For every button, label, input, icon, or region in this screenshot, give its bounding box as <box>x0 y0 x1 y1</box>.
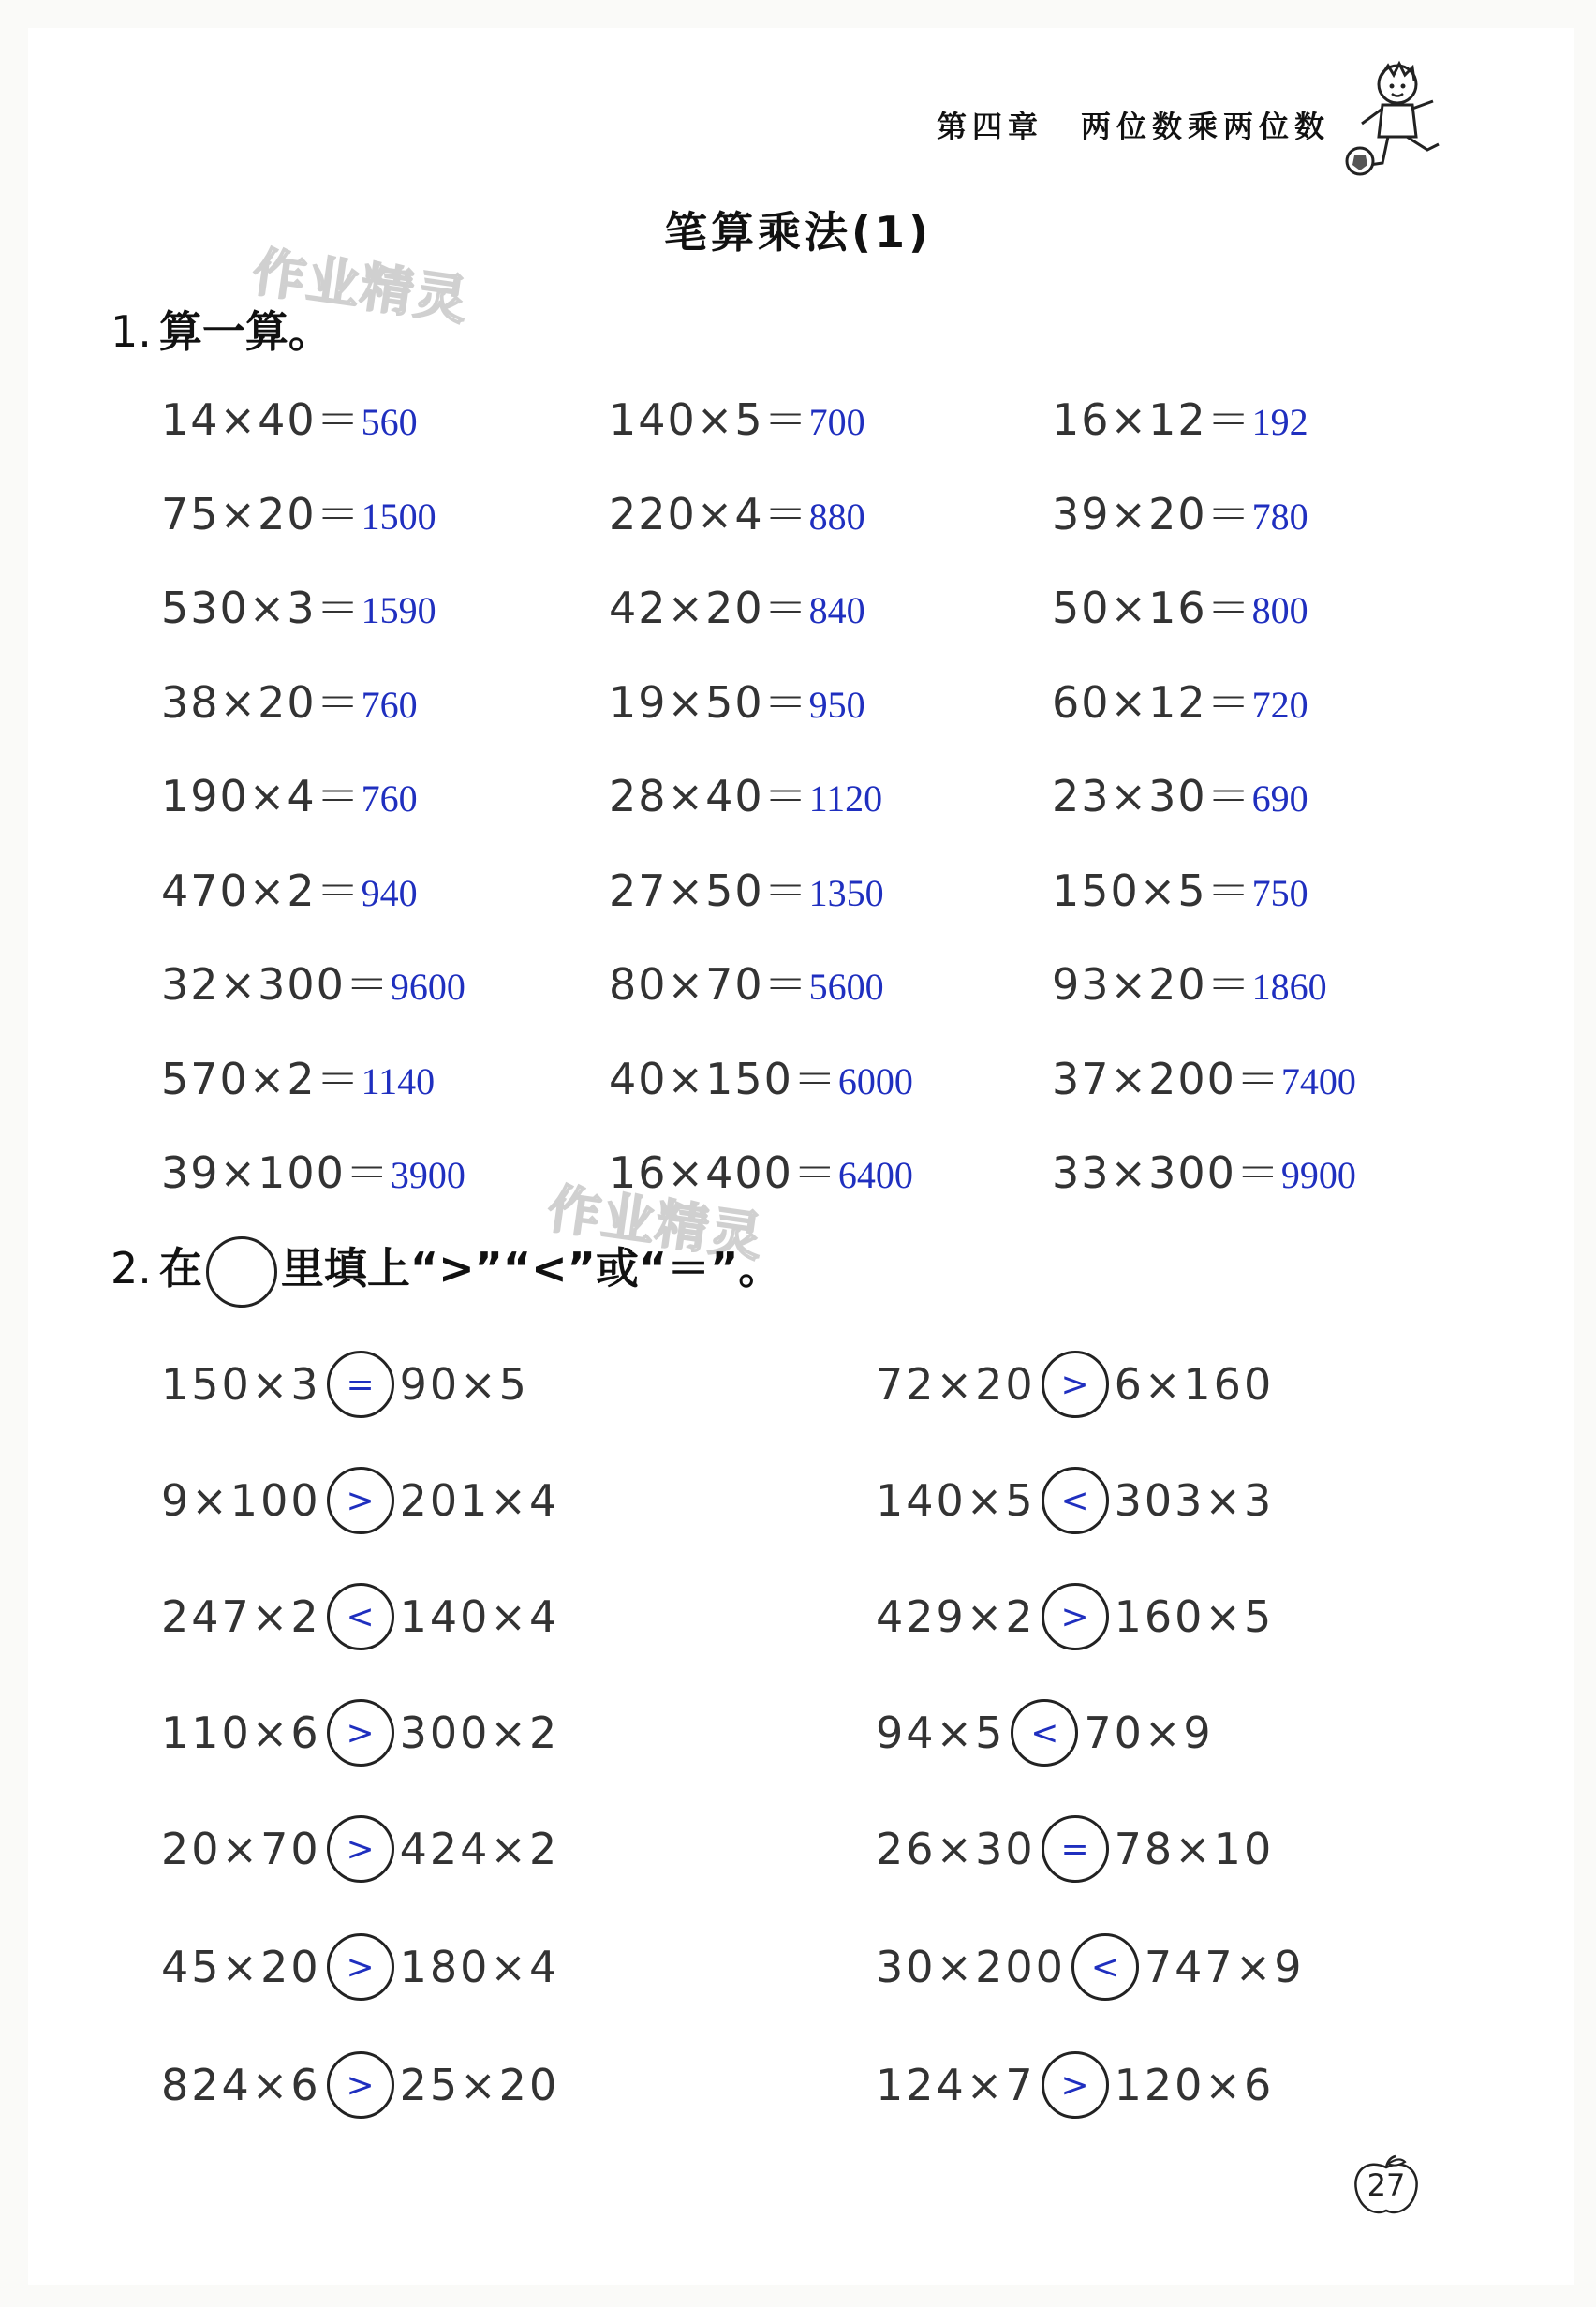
blank-circle-icon <box>206 1236 277 1308</box>
calc-expression: 42×20＝ <box>609 583 809 633</box>
calc-expression: 75×20＝ <box>161 488 362 540</box>
calc-item <box>609 669 865 731</box>
watermark: 作业精灵 <box>248 242 473 333</box>
calc-answer: 690 <box>1251 777 1308 820</box>
compare-sign: = <box>1042 1815 1109 1883</box>
compare-sign: > <box>327 1467 394 1534</box>
compare-left: 110×6 <box>161 1708 321 1758</box>
calc-expression: 27×50＝ <box>609 865 809 916</box>
calc-item <box>161 574 436 636</box>
compare-item <box>161 1351 529 1418</box>
calc-answer: 1350 <box>808 871 884 914</box>
compare-item <box>876 2051 1274 2119</box>
compare-left: 72×20 <box>876 1359 1036 1410</box>
compare-left: 9×100 <box>161 1475 321 1526</box>
calc-item <box>1052 857 1308 919</box>
calc-expression: 140×5＝ <box>609 394 809 445</box>
compare-sign: > <box>1042 1583 1109 1650</box>
section-2-label-before: 在 <box>158 1243 202 1294</box>
compare-sign: > <box>1042 1351 1109 1418</box>
compare-item <box>876 1699 1214 1767</box>
compare-left: 20×70 <box>161 1824 321 1874</box>
calc-item <box>161 386 418 448</box>
calc-answer: 840 <box>808 589 865 631</box>
compare-right: 201×4 <box>399 1475 560 1526</box>
calc-expression: 32×300＝ <box>161 959 391 1010</box>
compare-right: 70×9 <box>1084 1708 1214 1758</box>
compare-sign: < <box>1011 1699 1078 1767</box>
compare-sign: = <box>327 1351 394 1418</box>
calc-item <box>1052 669 1308 731</box>
compare-item <box>161 1583 559 1650</box>
calc-expression: 470×2＝ <box>161 865 362 916</box>
calc-item <box>1052 574 1308 636</box>
calc-answer: 9900 <box>1280 1154 1356 1196</box>
compare-left: 26×30 <box>876 1824 1036 1874</box>
section-2-heading <box>111 1235 781 1308</box>
calc-answer: 192 <box>1251 401 1308 443</box>
calc-answer: 880 <box>808 495 865 538</box>
calc-expression: 16×400＝ <box>609 1147 838 1198</box>
calc-item <box>609 1139 913 1201</box>
calc-item <box>161 762 418 824</box>
calc-expression: 93×20＝ <box>1052 959 1252 1010</box>
calc-item <box>161 481 436 542</box>
calc-answer: 7400 <box>1280 1059 1356 1102</box>
compare-item <box>876 1351 1274 1418</box>
section-1-heading <box>111 298 332 360</box>
calc-expression: 38×20＝ <box>161 676 362 728</box>
compare-left: 150×3 <box>161 1359 321 1410</box>
calc-answer: 1500 <box>361 495 436 538</box>
compare-right: 180×4 <box>399 1942 560 1992</box>
compare-left: 247×2 <box>161 1591 321 1642</box>
calc-item <box>1052 762 1308 824</box>
calc-answer: 1140 <box>361 1059 436 1102</box>
calc-answer: 5600 <box>808 966 884 1008</box>
compare-sign: > <box>327 2051 394 2119</box>
calc-answer: 940 <box>361 871 418 914</box>
calc-expression: 39×100＝ <box>161 1147 391 1198</box>
section-1-label: 算一算。 <box>158 306 332 357</box>
soccer-boy-icon <box>1341 58 1454 180</box>
unit-label: 两位数乘两位数 <box>1081 109 1331 144</box>
compare-sign: < <box>327 1583 394 1650</box>
calc-expression: 19×50＝ <box>609 676 809 728</box>
compare-item <box>161 1699 559 1767</box>
compare-item <box>161 2051 559 2119</box>
compare-item <box>161 1933 559 2001</box>
compare-left: 429×2 <box>876 1591 1036 1642</box>
compare-right: 747×9 <box>1144 1942 1305 1992</box>
page-title: 笔算乘法(1) <box>663 207 933 258</box>
calc-expression: 23×30＝ <box>1052 771 1252 821</box>
calc-expression: 60×12＝ <box>1052 676 1252 728</box>
compare-sign: < <box>1071 1933 1139 2001</box>
calc-item <box>609 951 884 1013</box>
calc-item <box>609 574 865 636</box>
compare-right: 120×6 <box>1114 2060 1275 2110</box>
compare-right: 78×10 <box>1114 1824 1275 1874</box>
calc-answer: 9600 <box>390 966 466 1008</box>
compare-item <box>161 1467 559 1534</box>
calc-answer: 750 <box>1251 871 1308 914</box>
compare-right: 300×2 <box>399 1708 560 1758</box>
calc-item <box>1052 1139 1356 1201</box>
calc-item <box>609 762 882 824</box>
compare-left: 94×5 <box>876 1708 1006 1758</box>
chapter-label: 第四章 <box>937 109 1044 144</box>
calc-item <box>609 386 865 448</box>
calc-expression: 220×4＝ <box>609 488 809 540</box>
calc-item <box>161 669 418 731</box>
compare-item <box>876 1467 1274 1534</box>
calc-answer: 6000 <box>837 1059 913 1102</box>
calc-answer: 950 <box>808 683 865 726</box>
calc-expression: 28×40＝ <box>609 771 809 821</box>
calc-item <box>1052 481 1308 542</box>
compare-right: 303×3 <box>1114 1475 1275 1526</box>
calc-expression: 80×70＝ <box>609 959 809 1010</box>
calc-item <box>161 951 466 1013</box>
compare-sign: > <box>327 1699 394 1767</box>
calc-item <box>161 1045 435 1107</box>
compare-left: 140×5 <box>876 1475 1036 1526</box>
calc-expression: 14×40＝ <box>161 394 362 445</box>
calc-expression: 39×20＝ <box>1052 488 1252 540</box>
calc-item <box>161 857 418 919</box>
compare-right: 160×5 <box>1114 1591 1275 1642</box>
calc-expression: 530×3＝ <box>161 583 362 633</box>
calc-item <box>609 1045 913 1107</box>
compare-left: 30×200 <box>876 1942 1066 1992</box>
calc-expression: 190×4＝ <box>161 771 362 821</box>
page-number-badge <box>1349 2154 1424 2220</box>
compare-left: 824×6 <box>161 2060 321 2110</box>
calc-expression: 150×5＝ <box>1052 865 1252 916</box>
section-2-number: 2. <box>111 1243 152 1294</box>
compare-right: 424×2 <box>399 1824 560 1874</box>
calc-expression: 37×200＝ <box>1052 1053 1281 1104</box>
calc-expression: 570×2＝ <box>161 1053 362 1104</box>
calc-answer: 700 <box>808 401 865 443</box>
calc-expression: 40×150＝ <box>609 1053 838 1104</box>
compare-item <box>876 1583 1274 1650</box>
compare-item <box>876 1815 1274 1883</box>
chapter-header <box>937 103 1330 146</box>
compare-right: 90×5 <box>399 1359 529 1410</box>
compare-right: 25×20 <box>399 2060 560 2110</box>
calc-item <box>1052 951 1327 1013</box>
calc-expression: 50×16＝ <box>1052 583 1252 633</box>
compare-left: 124×7 <box>876 2060 1036 2110</box>
calc-item <box>1052 1045 1356 1107</box>
calc-item <box>1052 386 1308 448</box>
section-1-number: 1. <box>111 306 152 357</box>
compare-item <box>876 1933 1305 2001</box>
compare-item <box>161 1815 559 1883</box>
calc-item <box>609 481 865 542</box>
calc-expression: 16×12＝ <box>1052 394 1252 445</box>
calc-answer: 780 <box>1251 495 1308 538</box>
calc-answer: 3900 <box>390 1154 466 1196</box>
calc-item <box>609 857 884 919</box>
calc-answer: 1590 <box>361 589 436 631</box>
calc-expression: 33×300＝ <box>1052 1147 1281 1198</box>
compare-sign: > <box>327 1815 394 1883</box>
calc-answer: 760 <box>361 777 418 820</box>
calc-item <box>161 1139 466 1201</box>
compare-right: 140×4 <box>399 1591 560 1642</box>
watermark: 作业精灵 <box>543 1178 768 1269</box>
compare-sign: > <box>327 1933 394 2001</box>
calc-answer: 720 <box>1251 683 1308 726</box>
calc-answer: 1120 <box>808 777 883 820</box>
page-number: 27 <box>1367 2167 1406 2203</box>
compare-sign: > <box>1042 2051 1109 2119</box>
calc-answer: 6400 <box>837 1154 913 1196</box>
calc-answer: 800 <box>1251 589 1308 631</box>
compare-left: 45×20 <box>161 1942 321 1992</box>
calc-answer: 560 <box>361 401 418 443</box>
calc-answer: 760 <box>361 683 418 726</box>
compare-right: 6×160 <box>1114 1359 1275 1410</box>
compare-sign: < <box>1042 1467 1109 1534</box>
calc-answer: 1860 <box>1251 966 1327 1008</box>
section-2-label-after: 里填上“>”“<”或“＝”。 <box>280 1243 782 1294</box>
